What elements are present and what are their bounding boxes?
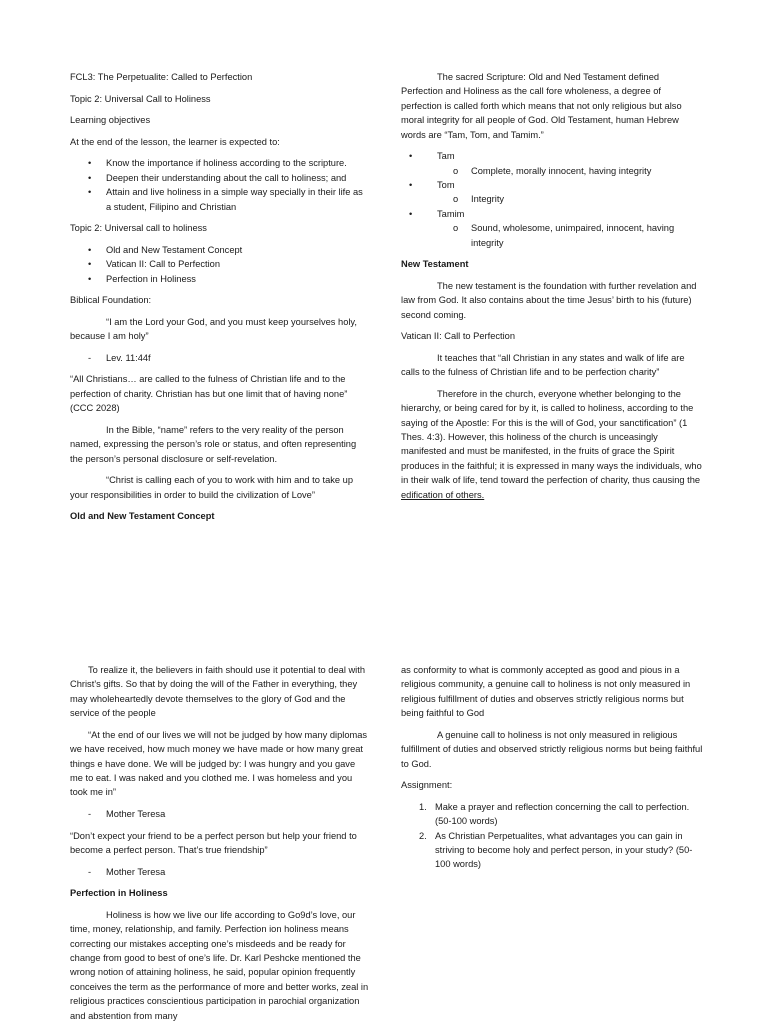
hebrew-word-tom-meaning: o Integrity: [401, 192, 703, 206]
quote-mother-teresa-judged: “At the end of our lives we will not be judged by how many diplomas we have received, how much money we have made or how many great things e have done. We will be judged by: I was hungry and you gave me to eat. I was naked and you clothed me. I was homeless and you took me in”: [70, 729, 368, 798]
vatican-paragraph: It teaches that “all Christian in any states and walk of life are calls to the fulness of Christian life and to be perfection charity”: [401, 352, 685, 378]
learning-objectives-label: Learning objectives: [70, 115, 151, 126]
top-left-column: [70, 70, 370, 524]
objectives-intro: At the end of the lesson, the learner is expected to:: [70, 136, 280, 147]
topic2-heading: Topic 2: Universal call to holiness: [70, 223, 207, 234]
quote4-author: - Mother Teresa: [70, 807, 370, 821]
topic2-item: • Perfection in Holiness: [70, 272, 370, 286]
topic2-item: • Vatican II: Call to Perfection: [70, 257, 370, 271]
hebrew-word-tam: • Tam: [401, 149, 703, 163]
biblical-foundation-label: Biblical Foundation:: [70, 295, 152, 306]
quote4-author-list: [70, 807, 370, 821]
hebrew-words-list: [401, 149, 703, 250]
hebrew-word-tam-meaning: o Complete, morally innocent, having integrity: [401, 164, 703, 178]
assignment-text: Make a prayer and reflection concerning the call to perfection. (50-100 words): [435, 801, 690, 827]
quote5-author: - Mother Teresa: [70, 865, 370, 879]
quote-mother-teresa-friendship: “Don’t expect your friend to be a perfect person but help your friend to become a perfect person. That’s true friendship”: [70, 830, 357, 856]
assignment-item: [401, 829, 703, 872]
topic2-list: [70, 243, 370, 286]
perfection-in-holiness-heading: Perfection in Holiness: [70, 888, 168, 899]
topic-heading: Topic 2: Universal Call to Holiness: [70, 93, 211, 104]
objective-item: • Know the importance if holiness according to the scripture.: [70, 156, 370, 170]
genuine-call-paragraph: A genuine call to holiness is not only measured in religious fulfillment of duties and observed strictly religious norms but being faithful to God.: [401, 729, 703, 769]
assignment-text: As Christian Perpetualites, what advantages you can gain in striving to become holy and perfect person, in your study? (50-100 words): [435, 830, 693, 870]
hebrew-word-tamim-meaning: o Sound, wholesome, unimpaired, innocent, having integrity: [401, 221, 703, 250]
objective-item: • Deepen their understanding about the call to holiness; and: [70, 171, 370, 185]
conformity-paragraph: as conformity to what is commonly accepted as good and pious in a religious community, a genuine call to holiness is not only measured in religious fulfillment of duties and observes strictly religious norms but being faithful to God: [401, 665, 691, 719]
bottom-left-column: [70, 663, 370, 1023]
hebrew-word-tom: • Tom: [401, 178, 703, 192]
name-paragraph: In the Bible, “name” refers to the very reality of the person named, expressing the person’s role or status, and often representing the person’s personal disclosure or self-revelation.: [70, 424, 357, 464]
assignment-number: 2.: [419, 830, 427, 841]
perfection-in-holiness-paragraph: Holiness is how we live our life according to Go9d’s love, our time, money, relationship, and family. Perfection ion holiness means correcting our mistakes accepting one’s misdeeds and be ready for change from good to best of one’s life. Dr. Karl Peshcke mentioned the wrong notion of attaining holiness, he said, popular opinion frequently conceives the term as the performance of more and better works, zeal in religious practices conscientious participation in parochial organization and abstention from many: [70, 909, 369, 1021]
old-new-testament-heading: Old and New Testament Concept: [70, 511, 215, 522]
realize-paragraph: To realize it, the believers in faith should use it potential to deal with Christ’s gifts. So that by doing the will of the Father in everything, they may wholeheartedly devote themselves to the glory of God and the service of the people: [70, 665, 365, 719]
quote-leviticus-ref-list: [70, 351, 370, 365]
quote-ccc: “All Christians… are called to the fulness of Christian life and to the perfection of charity. Christian has but one limit that of having none” (CCC 2028): [70, 374, 348, 414]
quote-civilization-of-love: “Christ is calling each of you to work with him and to take up your responsibilities in order to build the civilization of Love”: [70, 475, 353, 500]
assignment-item: [401, 800, 703, 829]
vatican-heading: Vatican II: Call to Perfection: [401, 331, 516, 342]
assignment-number: 1.: [419, 801, 427, 812]
objectives-list: [70, 156, 370, 214]
new-testament-heading: New Testament: [401, 259, 469, 270]
bottom-right-column: [401, 663, 703, 872]
church-paragraph-text: Therefore in the church, everyone whether belonging to the hierarchy, or being cared for by it, is called to holiness, according to the saying of the Apostle: For this is the will of God, your sanctification” (1 Thes. 4:3). However, this holiness of the church is unceasingly manifested and must be manifested, in the fruits of grace the Spirit produces in the faithful; it is expressed in many ways the individuals, who in their walk of life, tend toward the perfection of charity, thus causing the: [401, 388, 702, 486]
church-paragraph: [401, 387, 703, 502]
quote-leviticus-ref: - Lev. 11:44f: [70, 351, 370, 365]
new-testament-paragraph: The new testament is the foundation with further revelation and law from God. It also contains about the time Jesus’ birth to his (future) second coming.: [401, 280, 697, 320]
assignment-label: Assignment:: [401, 780, 453, 791]
quote-leviticus: “I am the Lord your God, and you must keep yourselves holy, because I am holy”: [70, 316, 357, 342]
document-title: FCL3: The Perpetualite: Called to Perfection: [70, 72, 253, 82]
scripture-paragraph: The sacred Scripture: Old and Ned Testament defined Perfection and Holiness as the call fore wholeness, a degree of perfection is called forth which means that not only religious but also moral integrity for all people of God. Old Testament, human Hebrew words are “Tam, Tom, and Tamim.”: [401, 72, 682, 140]
objective-item: • Attain and live holiness in a simple way specially in their life as a student, Filipino and Christian: [70, 185, 370, 214]
assignment-list: [401, 800, 703, 872]
top-right-column: [401, 70, 703, 502]
topic2-item: • Old and New Testament Concept: [70, 243, 370, 257]
edification-underlined: edification of others.: [401, 489, 485, 500]
quote5-author-list: [70, 865, 370, 879]
hebrew-word-tamim: • Tamim: [401, 207, 703, 221]
